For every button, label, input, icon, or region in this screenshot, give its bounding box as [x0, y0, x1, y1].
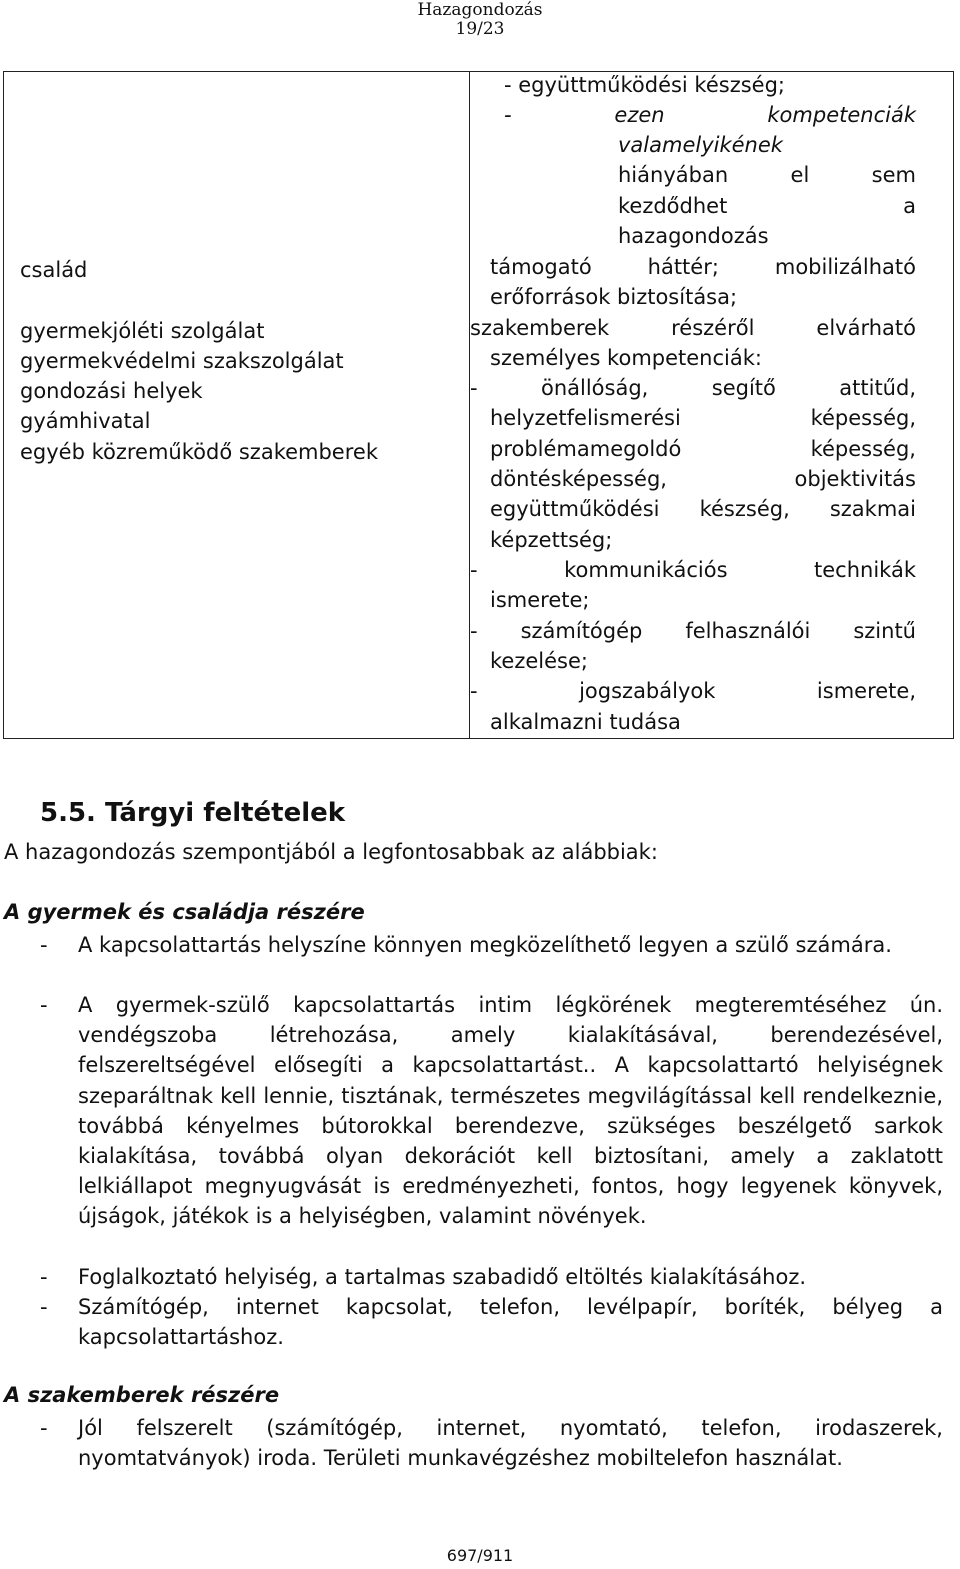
- right-cell-line: döntésképesség, objektivitás: [490, 467, 916, 491]
- dash-bullet: -: [40, 1295, 48, 1319]
- right-cell-line: képzettség;: [490, 528, 613, 552]
- left-cell-line: gyermekvédelmi szakszolgálat: [20, 349, 344, 373]
- running-header-page: 19/23: [455, 19, 505, 39]
- right-cell-line: - kommunikációs technikák: [470, 558, 916, 582]
- right-cell-line: hazagondozás: [618, 224, 769, 248]
- right-cell-line: - számítógép felhasználói szintű: [470, 619, 916, 643]
- list-item: [40, 1292, 943, 1352]
- dash-bullet: -: [40, 993, 48, 1017]
- right-cell-line: együttműködési készség, szakmai: [490, 497, 916, 521]
- page-footer: 697/911: [446, 1546, 514, 1565]
- list-item: [40, 990, 943, 1262]
- dash-bullet: -: [40, 1416, 48, 1440]
- group-title-professionals: A szakemberek részére: [4, 1383, 280, 1407]
- right-cell-line: szakemberek részéről elvárható: [470, 316, 916, 340]
- left-cell-line: egyéb közreműködő szakemberek: [20, 440, 378, 464]
- left-cell-line: gondozási helyek: [20, 379, 203, 403]
- left-cell-line: gyermekjóléti szolgálat: [20, 319, 265, 343]
- right-cell-line: támogató háttér; mobilizálható: [490, 255, 916, 279]
- section-heading: 5.5. Tárgyi feltételek: [40, 798, 346, 828]
- right-cell-line: hiányában el sem: [618, 163, 916, 187]
- list-item: [40, 1262, 943, 1292]
- right-cell-line: valamelyikének: [618, 133, 783, 157]
- right-cell-line: ismerete;: [490, 588, 590, 612]
- list-item: [40, 930, 943, 990]
- right-cell-line: kezelése;: [490, 649, 588, 673]
- list-item-text: Foglalkoztató helyiség, a tartalmas szabadidő eltöltés kialakításához.: [78, 1265, 807, 1289]
- right-cell-line: - jogszabályok ismerete,: [470, 679, 916, 703]
- right-cell-line: kezdődhet a: [618, 194, 916, 218]
- list-item: [40, 1413, 943, 1505]
- right-cell-line: - ezen kompetenciák: [504, 103, 916, 127]
- right-cell-line: - önállóság, segítő attitűd,: [470, 376, 916, 400]
- list-item-text: A kapcsolattartás helyszíne könnyen megközelíthető legyen a szülő számára.: [78, 933, 892, 957]
- dash-bullet: -: [40, 933, 48, 957]
- list-item-text: Számítógép, internet kapcsolat, telefon, levélpapír, boríték, bélyeg a kapcsolattartáshoz.: [78, 1295, 943, 1350]
- list-item-text: Jól felszerelt (számítógép, internet, nyomtató, telefon, irodaszerek, nyomtatványok) iroda. Területi munkavégzéshez mobiltelefon használat.: [78, 1416, 943, 1471]
- dash-bullet: -: [40, 1265, 48, 1289]
- section-intro: A hazagondozás szempontjából a legfontosabbak az alábbiak:: [4, 840, 658, 864]
- left-cell-line: gyámhivatal: [20, 409, 151, 433]
- right-cell-line: problémamegoldó képesség,: [490, 437, 916, 461]
- left-cell-line: család: [20, 258, 88, 282]
- list-item-text: A gyermek-szülő kapcsolattartás intim légkörének megteremtéséhez ún. vendégszoba létrehozása, amely kialakításával, berendezésével, felszereltségével elősegíti a kapcsolattartást.. A kapcsolattartó helyiségnek szeparáltnak kell lennie, tisztának, természetes megvilágítással kell rendelkeznie, továbbá kényelmes bútorokkal berendezve, szükséges beszélgető sarkok kialakítása, továbbá olyan dekorációt kell biztosítani, amely a zaklatott lelkiállapot megnyugvását is eredményezheti, fontos, hogy legyenek könyvek, újságok, játékok is a helyiségben, valamint növények.: [78, 993, 943, 1229]
- right-cell-line: erőforrások biztosítása;: [490, 285, 738, 309]
- group-title-family: A gyermek és családja részére: [4, 900, 365, 924]
- right-cell-line: - együttműködési készség;: [504, 73, 785, 97]
- running-header-title: Hazagondozás: [417, 0, 543, 20]
- right-cell-line: személyes kompetenciák:: [490, 346, 762, 370]
- right-cell-line: helyzetfelismerési képesség,: [490, 406, 916, 430]
- right-cell-line: alkalmazni tudása: [490, 710, 681, 734]
